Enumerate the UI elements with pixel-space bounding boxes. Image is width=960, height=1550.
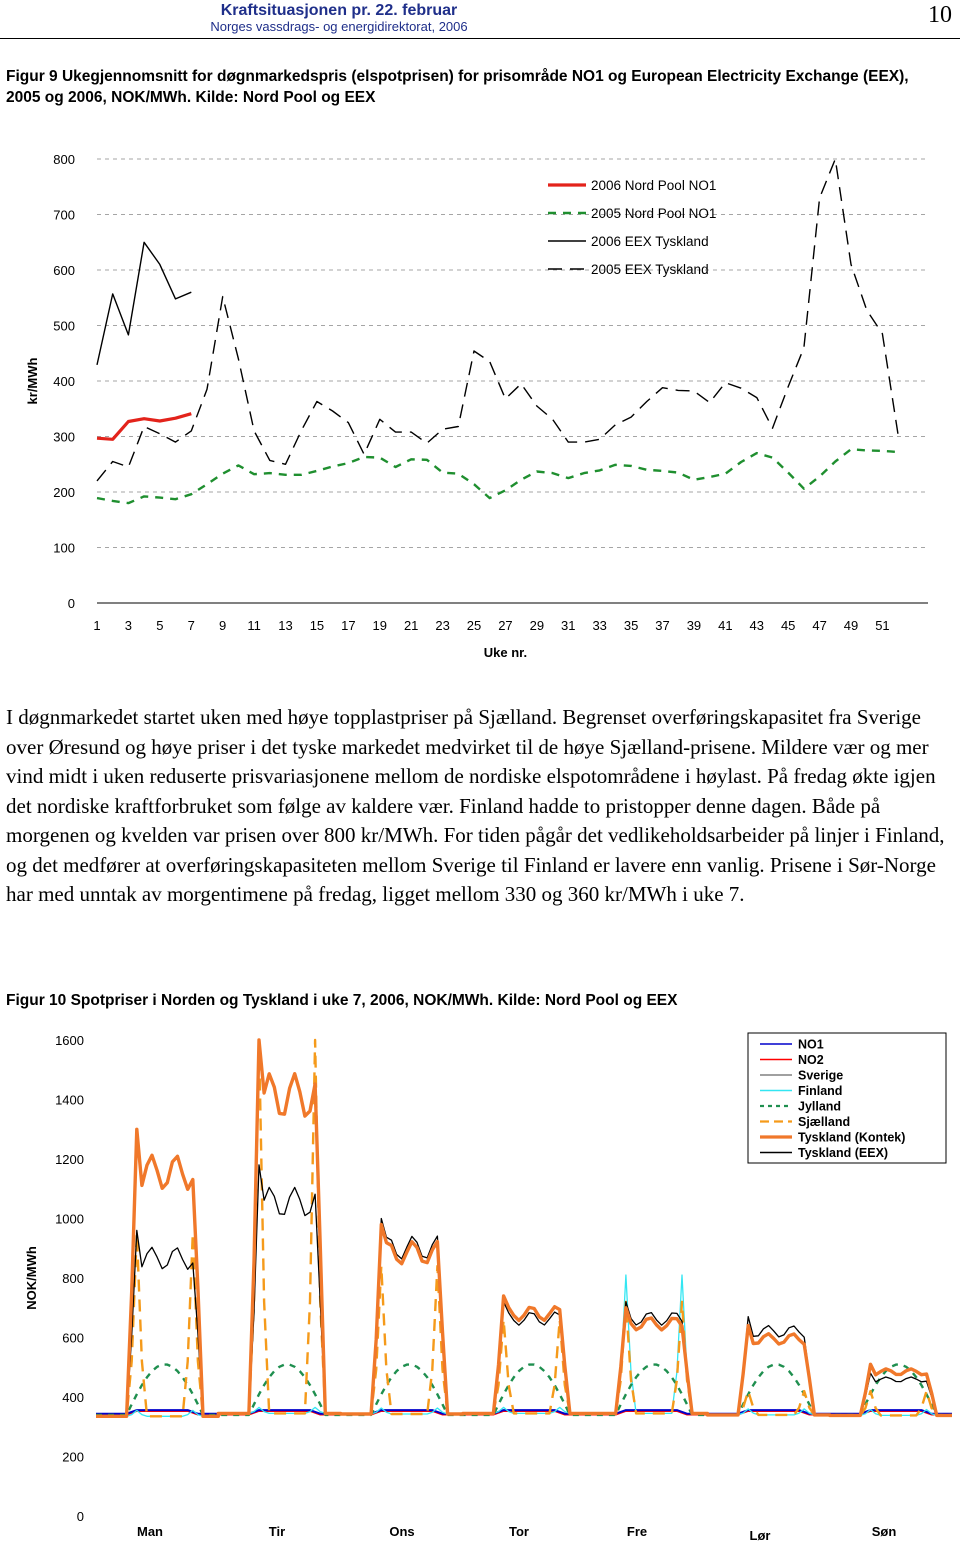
y-tick-label: 1000	[55, 1211, 84, 1227]
x-tick-label: 7	[187, 618, 195, 633]
x-tick-label: 45	[780, 618, 796, 633]
x-tick-label: 11	[247, 618, 261, 633]
series-line-jylland	[96, 1365, 952, 1415]
x-tick-label: 29	[529, 618, 545, 633]
y-tick-label: 400	[53, 374, 75, 389]
x-tick-label: 3	[124, 618, 133, 633]
figure-10-chart	[0, 1010, 960, 1550]
legend-label-no2: NO2	[798, 1053, 824, 1067]
y-axis-title: kr/MWh	[25, 357, 40, 405]
series-line-2006-eex-tyskland	[97, 242, 191, 365]
x-tick-label: 37	[655, 618, 670, 633]
x-category-label: Søn	[871, 1524, 897, 1539]
legend-label-2006-eex-tyskland: 2006 EEX Tyskland	[591, 234, 709, 249]
x-category-label: Tir	[268, 1524, 286, 1539]
x-tick-label: 21	[403, 618, 419, 633]
x-tick-label: 9	[219, 618, 227, 633]
x-tick-label: 33	[592, 618, 607, 633]
y-tick-label: 1400	[55, 1092, 84, 1108]
y-tick-label: 200	[53, 485, 75, 500]
x-tick-label: 19	[372, 618, 387, 633]
header-rule	[0, 38, 960, 39]
legend-label-2005-eex-tyskland: 2005 EEX Tyskland	[591, 262, 709, 277]
series-line-2006-nord-pool-no1	[97, 414, 191, 440]
header-subtitle: Norges vassdrags- og energidirektorat, 2006	[210, 19, 468, 34]
x-tick-label: 27	[498, 618, 513, 633]
y-axis-title: NOK/MWh	[24, 1246, 39, 1310]
page-number: 10	[928, 2, 952, 28]
y-tick-label: 300	[53, 429, 75, 445]
y-tick-label: 200	[62, 1449, 84, 1465]
y-tick-label: 800	[62, 1271, 84, 1286]
x-category-label: Tor	[509, 1524, 529, 1539]
legend-label-finland: Finland	[798, 1084, 843, 1098]
legend-label-sverige: Sverige	[798, 1068, 844, 1083]
x-tick-label: 5	[156, 618, 164, 633]
x-category-label: Fre	[626, 1524, 648, 1539]
x-tick-label: 1	[93, 618, 101, 633]
figure-10-caption: Figur 10 Spotpriser i Norden og Tyskland i uke 7, 2006, NOK/MWh. Kilde: Nord Pool og EEX	[6, 992, 678, 1009]
legend-label-tyskland-kontek: Tyskland (Kontek)	[798, 1130, 906, 1145]
x-tick-label: 51	[875, 618, 890, 633]
y-tick-label: 500	[53, 318, 75, 334]
x-axis-title: Uke nr.	[483, 645, 528, 660]
series-line-finland	[96, 1275, 952, 1416]
x-tick-label: 49	[843, 618, 859, 633]
legend-label-2005-nord-pool-no1: 2005 Nord Pool NO1	[591, 206, 717, 221]
legend-label-sjælland: Sjælland	[798, 1115, 851, 1129]
y-tick-label: 600	[62, 1330, 84, 1346]
x-tick-label: 41	[718, 618, 733, 633]
x-tick-label: 39	[686, 618, 702, 633]
body-paragraph: I døgnmarkedet startet uken med høye topplastpriser på Sjælland. Begrenset overføringskapasitet fra Sverige over Øresund og høye priser i det tyske markedet medvirket til de høye Sjælland-prisene. Mildere vær og mer vind midt i uken reduserte prisvariasjonene mellom de nordiske elspotområdene i høylast. På fredag økte igjen det nordiske kraftforbruket som følge av kaldere vær. Finland hadde to pristopper denne dagen. Både på morgenen og kvelden var prisen over 800 kr/MWh. For tiden pågår det vedlikeholdsarbeider på linjer i Finland, og det medfører at overføringskapasiteten mellom Sverige til Finland er lavere enn vanlig. Prisene i Sør-Norge har med unntak av morgentimene på fredag, ligget mellom 330 og 360 kr/MWh i uke 7.	[6, 705, 945, 906]
y-tick-label: 700	[53, 207, 75, 223]
y-tick-label: 0	[67, 596, 75, 611]
x-tick-label: 43	[749, 618, 765, 633]
x-tick-label: 47	[812, 618, 827, 633]
series-line-2005-eex-tyskland	[97, 159, 898, 481]
figure-9-caption: Figur 9 Ukegjennomsnitt for døgnmarkedspris (elspotprisen) for prisområde NO1 og European Electricity Exchange (EEX), 2005 og 2006, NOK/MWh. Kilde: Nord Pool og EEX	[6, 68, 909, 106]
series-line-2005-nord-pool-no1	[97, 449, 898, 503]
series-line-tyskland-eex	[96, 1165, 952, 1416]
x-category-label: Lør	[749, 1528, 771, 1543]
figure-9-chart	[0, 140, 960, 700]
y-tick-label: 400	[62, 1390, 84, 1405]
x-category-label: Man	[137, 1524, 163, 1539]
x-tick-label: 17	[341, 618, 356, 633]
legend-label-jylland: Jylland	[798, 1099, 842, 1114]
y-tick-label: 100	[53, 540, 75, 556]
x-category-label: Ons	[389, 1524, 415, 1539]
y-tick-label: 800	[53, 152, 75, 167]
legend-label-tyskland-eex: Tyskland (EEX)	[798, 1146, 889, 1160]
x-tick-label: 13	[278, 618, 293, 633]
y-tick-label: 1600	[55, 1033, 84, 1048]
y-tick-label: 0	[76, 1509, 84, 1524]
x-tick-label: 23	[435, 618, 450, 633]
x-tick-label: 15	[309, 618, 325, 633]
y-tick-label: 1200	[55, 1152, 84, 1167]
x-tick-label: 35	[623, 618, 639, 633]
x-tick-label: 31	[561, 618, 576, 633]
y-tick-label: 600	[53, 263, 75, 278]
legend-label-2006-nord-pool-no1: 2006 Nord Pool NO1	[591, 178, 717, 193]
legend-label-no1: NO1	[798, 1037, 824, 1052]
header-title: Kraftsituasjonen pr. 22. februar	[220, 2, 458, 19]
x-tick-label: 25	[466, 618, 482, 633]
